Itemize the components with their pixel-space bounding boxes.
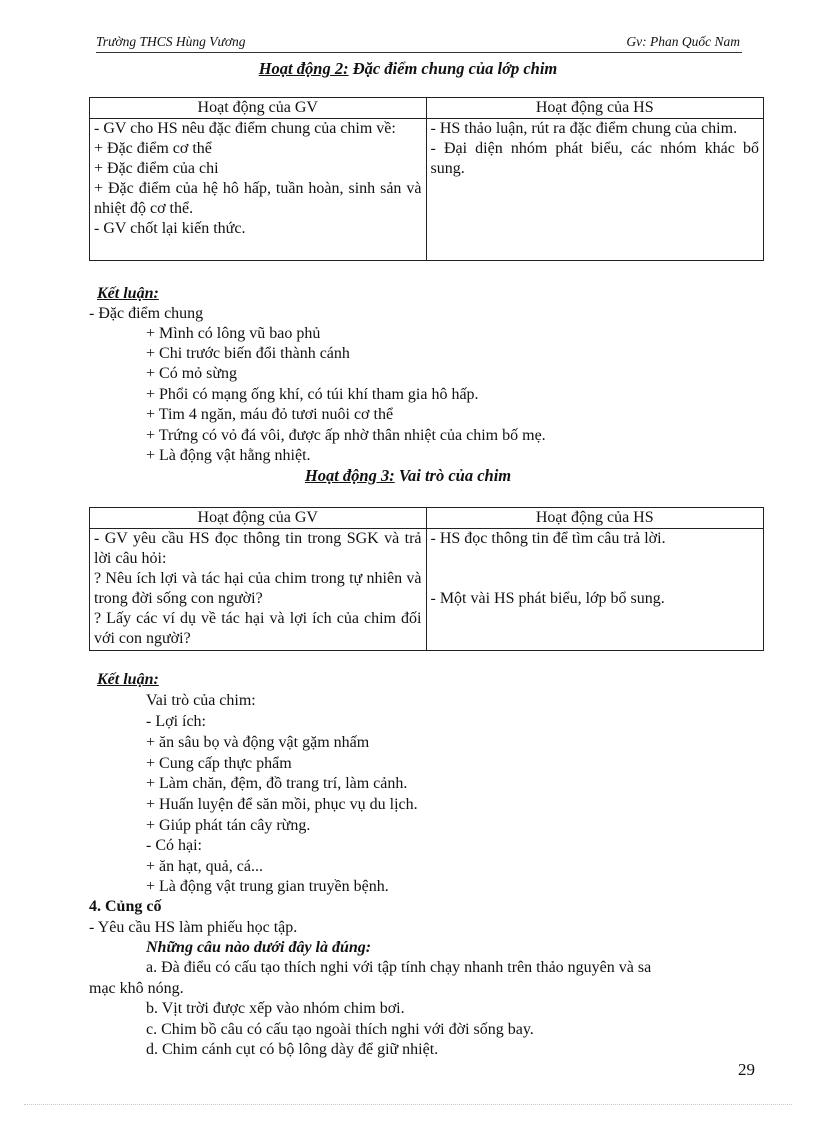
hs-cell — [426, 119, 764, 261]
conclusion1-intro: - Đặc điểm chung — [89, 305, 204, 322]
gv-line: + Đặc điểm của hệ hô hấp, tuần hoàn, sinh sản và nhiệt độ cơ thể. — [94, 180, 422, 217]
conclusion1-item: + Là động vật hằng nhiệt. — [146, 447, 311, 464]
conclusion1-item: + Trứng có vỏ đá vôi, được ấp nhờ thân nhiệt của chim bố mẹ. — [146, 427, 546, 444]
hs-line: - Đại diện nhóm phát biểu, các nhóm khác bổ sung. — [430, 140, 759, 177]
gv-line: + Đặc điểm cơ thể — [94, 140, 212, 157]
conclusion2-line: Vai trò của chim: — [146, 692, 256, 709]
activity3-table — [89, 507, 764, 651]
page-header — [96, 36, 742, 53]
hs-line: - HS đọc thông tin để tìm câu trả lời. — [430, 530, 666, 547]
header-teacher: Gv: Phan Quốc Nam — [626, 34, 740, 49]
conclusion2-line: + Cung cấp thực phẩm — [146, 755, 292, 772]
gv-line: - GV chốt lại kiến thức. — [94, 220, 246, 237]
activity3-title-label: Hoạt động 3: — [304, 466, 395, 485]
conclusion1-label: Kết luận: — [97, 285, 159, 302]
conclusion2-line: + ăn sâu bọ và động vật gặm nhấm — [146, 734, 370, 751]
hs-cell — [426, 529, 764, 651]
activity3-title-text: Vai trò của chim — [394, 466, 512, 485]
header-school: Trường THCS Hùng Vương — [96, 34, 246, 49]
conclusion1-item: + Phổi có mạng ống khí, có túi khí tham gia hô hấp. — [146, 386, 479, 403]
table-row — [90, 529, 764, 651]
conclusion2-line: + Là động vật trung gian truyền bệnh. — [146, 878, 389, 895]
activity2-table — [89, 97, 764, 261]
section4-intro: - Yêu cầu HS làm phiếu học tập. — [89, 919, 298, 936]
option-a: a. Đà điểu có cấu tạo thích nghi với tập tính chạy nhanh trên thảo nguyên và sa — [146, 959, 652, 976]
activity3-title — [0, 466, 816, 486]
conclusion2-line: - Lợi ích: — [146, 713, 206, 730]
conclusion1-item: + Có mỏ sừng — [146, 365, 238, 382]
col-hs-header: Hoạt động của HS — [426, 508, 764, 529]
col-gv-header: Hoạt động của GV — [90, 98, 427, 119]
gv-line: + Đặc điểm của chi — [94, 160, 219, 177]
col-hs-header: Hoạt động của HS — [426, 98, 764, 119]
conclusion2-line: + Giúp phát tán cây rừng. — [146, 817, 311, 834]
gv-line: ? Nêu ích lợi và tác hại của chim trong tự nhiên và trong đời sống con người? — [94, 570, 422, 607]
hs-line: - HS thảo luận, rút ra đặc điểm chung của chim. — [430, 120, 738, 137]
col-gv-header: Hoạt động của GV — [90, 508, 427, 529]
section4-question: Những câu nào dưới đây là đúng: — [146, 939, 372, 956]
conclusion2-line: + ăn hạt, quả, cá... — [146, 858, 263, 875]
option-b: b. Vịt trời được xếp vào nhóm chim bơi. — [146, 1000, 405, 1017]
conclusion2-line: - Có hại: — [146, 837, 202, 854]
option-a-continued: mạc khô nóng. — [89, 980, 184, 997]
conclusion2-label: Kết luận: — [97, 671, 159, 688]
activity2-title-label: Hoạt động 2: — [258, 59, 349, 78]
gv-line: - GV cho HS nêu đặc điểm chung của chim về: — [94, 120, 396, 137]
conclusion1-item: + Mình có lông vũ bao phủ — [146, 325, 321, 342]
option-c: c. Chim bồ câu có cấu tạo ngoài thích nghi với đời sống bay. — [146, 1021, 534, 1038]
hs-line: - Một vài HS phát biểu, lớp bổ sung. — [430, 590, 665, 607]
gv-cell — [90, 119, 427, 261]
activity2-title — [0, 59, 816, 79]
page-number: 29 — [738, 1060, 755, 1079]
conclusion1-item: + Tim 4 ngăn, máu đỏ tươi nuôi cơ thể — [146, 406, 394, 423]
conclusion1-item: + Chi trước biến đổi thành cánh — [146, 345, 350, 362]
section4-heading: 4. Củng cố — [89, 898, 162, 915]
conclusion2-line: + Làm chăn, đệm, đồ trang trí, làm cảnh. — [146, 775, 408, 792]
page-footer-divider — [24, 1104, 792, 1105]
option-d: d. Chim cánh cụt có bộ lông dày để giữ nhiệt. — [146, 1041, 439, 1058]
table-row — [90, 119, 764, 261]
gv-line: - GV yêu cầu HS đọc thông tin trong SGK và trả lời câu hỏi: — [94, 530, 422, 567]
activity2-title-text: Đặc điểm chung của lớp chim — [348, 59, 558, 78]
table-header-row — [90, 508, 764, 529]
gv-cell — [90, 529, 427, 651]
conclusion2-line: + Huấn luyện để săn mồi, phục vụ du lịch. — [146, 796, 418, 813]
table-header-row — [90, 98, 764, 119]
gv-line: ? Lấy các ví dụ về tác hại và lợi ích của chim đối với con người? — [94, 610, 422, 647]
